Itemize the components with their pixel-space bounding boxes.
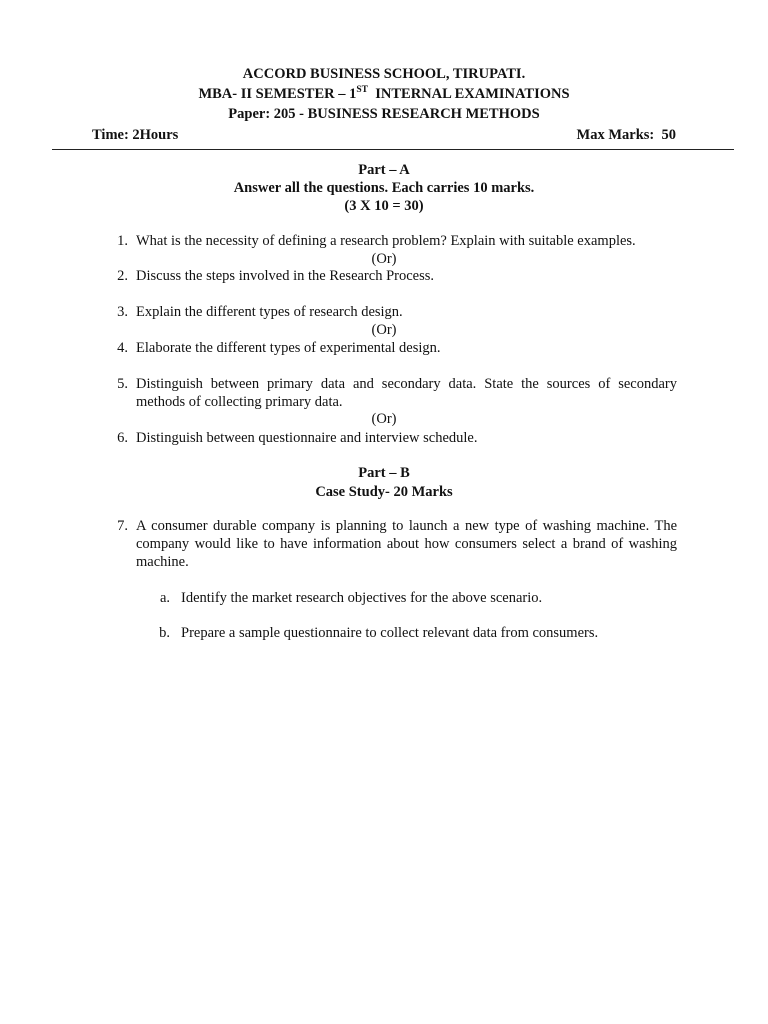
subquestion-marker: a. [159, 590, 170, 606]
time-allowed: Time: 2Hours [92, 127, 179, 143]
exam-title-suffix: INTERNAL EXAMINATIONS [367, 86, 570, 102]
question-number: 7. [117, 518, 128, 534]
exam-title-prefix: MBA- II SEMESTER – 1 [198, 86, 357, 102]
question-text: Distinguish between questionnaire and interview schedule. [136, 430, 478, 446]
question-number: 6. [117, 430, 128, 446]
question-number: 3. [117, 304, 128, 320]
question-number: 2. [117, 268, 128, 284]
exam-title-superscript: ST [356, 85, 368, 95]
part-b-subtitle: Case Study- 20 Marks [315, 484, 453, 500]
question-number: 1. [117, 233, 128, 249]
or-separator: (Or) [371, 322, 397, 338]
or-separator: (Or) [371, 411, 397, 427]
school-name: ACCORD BUSINESS SCHOOL, TIRUPATI. [242, 66, 526, 82]
subquestion-text: Prepare a sample questionnaire to collect relevant data from consumers. [181, 625, 599, 641]
question-text: Explain the different types of research design. [136, 304, 403, 320]
question-text: Distinguish between primary data and secondary data. State the sources of secondary methods of collecting primary data. [136, 376, 677, 410]
question-number: 4. [117, 340, 128, 356]
question-text: Discuss the steps involved in the Research Process. [136, 268, 435, 284]
question-text: What is the necessity of defining a research problem? Explain with suitable examples. [136, 233, 636, 249]
header-divider [52, 149, 734, 150]
subquestion-text: Identify the market research objectives for the above scenario. [181, 590, 543, 606]
case-study-text: A consumer durable company is planning to launch a new type of washing machine. The company would like to have information about how consumers select a brand of washing machine. [136, 518, 677, 570]
exam-title [0, 84, 768, 104]
part-a-title: Part – A [358, 162, 410, 178]
question-text: Elaborate the different types of experimental design. [136, 340, 441, 356]
part-a-instruction: Answer all the questions. Each carries 10 marks. [233, 180, 535, 196]
paper-title: Paper: 205 - BUSINESS RESEARCH METHODS [228, 106, 540, 122]
part-b-title: Part – B [358, 465, 410, 481]
part-a-scheme: (3 X 10 = 30) [344, 198, 424, 214]
subquestion-marker: b. [159, 625, 170, 641]
question-number: 5. [117, 376, 128, 392]
max-marks: Max Marks: 50 [576, 127, 676, 143]
or-separator: (Or) [371, 251, 397, 267]
